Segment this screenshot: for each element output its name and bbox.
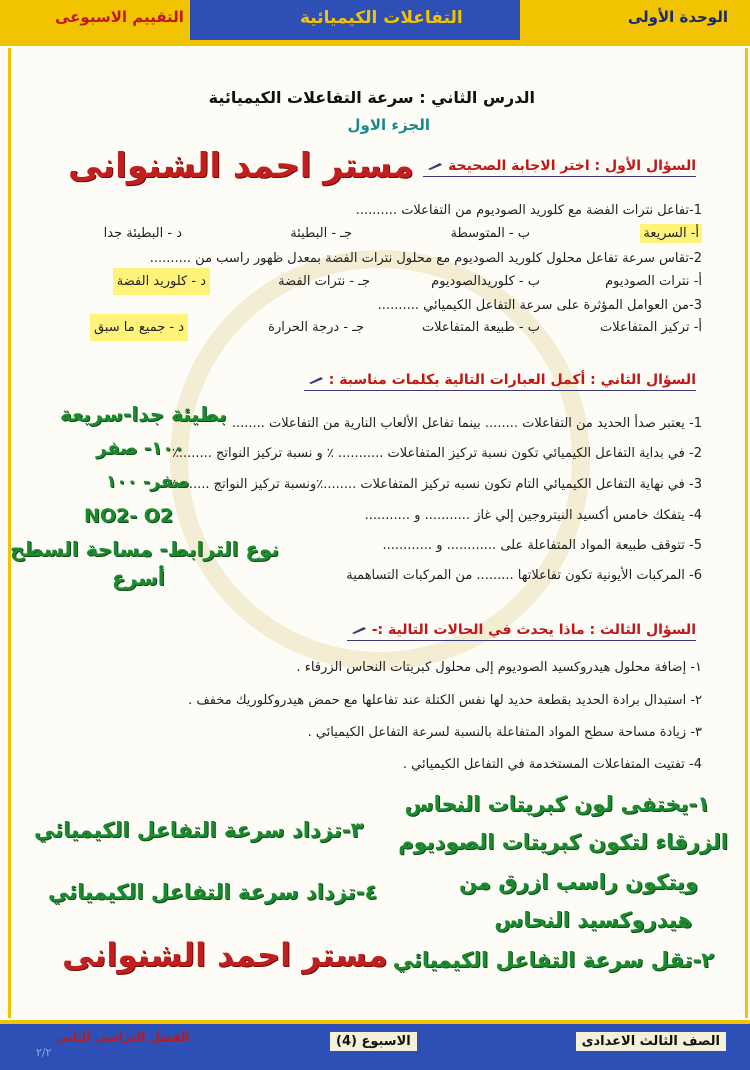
s2-item-1: 1- يعتبر صدأ الحديد من التفاعلات ........ بينما تفاعل الألعاب النارية من التفاعلات ........ xyxy=(231,416,702,431)
s2-answer-4: NO2- O2 xyxy=(84,505,174,527)
s1-question-3: 3-من العوامل المؤثرة على سرعة التفاعل الكيميائي .......... xyxy=(377,298,702,313)
s2-item-5: 5- تتوقف طبيعة المواد المتفاعلة على ............ و ............ xyxy=(382,538,702,553)
s3-answer-1-line-2: الزرقاء لتكون كبريتات الصوديوم xyxy=(398,830,728,854)
footer-bar xyxy=(0,1020,750,1070)
header-right-title: الوحدة الأولى xyxy=(627,8,728,26)
s1-q2-option-a: أ- نترات الصوديوم xyxy=(605,274,702,289)
s2-item-6: 6- المركبات الأيونية تكون تفاعلاتها ......... من المركبات التساهمية xyxy=(346,568,702,583)
section1-title: السؤال الأول : اختر الاجابة الصحيحة xyxy=(423,158,696,177)
header-center-title: التفاعلات الكيميائية xyxy=(300,8,463,28)
s2-answer-2: ١٠٠- صفر xyxy=(96,438,185,459)
s3-item-1: ١- إضافة محلول هيدروكسيد الصوديوم إلى محلول كبريتات النحاس الزرقاء . xyxy=(296,660,702,675)
s3-answer-1-line-1: ١-يختفى لون كبريتات النحاس xyxy=(404,792,710,816)
teacher-name-top: مستر احمد الشنوانى xyxy=(68,146,414,186)
s3-answer-1-line-4: هيدروكسيد النحاس xyxy=(494,908,692,932)
s1-question-2: 2-تقاس سرعة تفاعل محلول كلوريد الصوديوم مع محلول نترات الفضة بمعدل ظهور راسب من .......... xyxy=(149,251,702,266)
footer-grade: الصف الثالث الاعدادى xyxy=(576,1032,726,1051)
s1-q2-option-c: جـ - نترات الفضة xyxy=(278,274,370,289)
footer-week: الاسبوع (4) xyxy=(330,1032,417,1051)
s1-q3-option-c: جـ - درجة الحرارة xyxy=(268,320,364,335)
s1-q1-option-a: أ- السريعة xyxy=(640,224,702,243)
s2-answer-3: صفر- ١٠٠ xyxy=(106,472,190,492)
footer-page: ٢/٢ xyxy=(36,1046,52,1059)
lesson-title: الدرس الثاني : سرعة التفاعلات الكيميائية xyxy=(208,88,535,107)
s3-answer-3: ٣-تزداد سرعة التفاعل الكيميائي xyxy=(34,818,364,842)
section3-title: السؤال الثالث : ماذا يحدث في الحالات التالية :- xyxy=(347,622,696,641)
s3-item-4: 4- تفتيت المتفاعلات المستخدمة في التفاعل الكيميائي . xyxy=(402,757,702,772)
s2-answer-6: أسرع xyxy=(112,566,165,590)
s1-q3-option-b: ب - طبيعة المتفاعلات xyxy=(421,320,540,335)
pencil-icon xyxy=(308,375,324,385)
header-bar xyxy=(0,0,750,46)
s1-q2-option-d: د - كلوريد الفضة xyxy=(113,268,210,295)
footer-term: الفصل الدراسى الثانى xyxy=(56,1030,190,1044)
pencil-icon xyxy=(351,625,367,635)
s1-question-1: 1-تفاعل نترات الفضة مع كلوريد الصوديوم من التفاعلات .......... xyxy=(355,203,702,218)
s2-item-3: 3- في نهاية التفاعل الكيميائي التام تكون نسبه تركيز المتفاعلات ........٪ونسبة تركيز النواتج ........٪ xyxy=(169,477,702,492)
s1-q3-option-a: أ- تركيز المتفاعلات xyxy=(600,320,702,335)
header-left-title: التقييم الاسبوعى xyxy=(55,8,184,26)
lesson-part: الجزء الاول xyxy=(347,116,430,134)
s3-item-2: ٢- استبدال برادة الحديد بقطعة حديد لها نفس الكتلة عند تفاعلها مع حمض هيدروكلوريك مخفف . xyxy=(188,693,702,708)
s2-item-2: 2- في بداية التفاعل الكيميائي تكون نسبة تركيز المتفاعلات ........... ٪ و نسبة تركيز النواتج ........٪ xyxy=(171,446,702,461)
s3-item-3: ٣- زيادة مساحة سطح المواد المتفاعلة بالنسبة لسرعة التفاعل الكيميائي . xyxy=(307,725,702,740)
s2-answer-1: بطيئة جدا-سريعة xyxy=(60,402,227,426)
s2-item-4: 4- يتفكك خامس أكسيد النيتروجين إلي غاز ........... و ........... xyxy=(364,508,702,523)
s1-q1-option-c: جـ - البطيئة xyxy=(290,226,352,241)
section2-title: السؤال الثاني : أكمل العبارات التالية بكلمات مناسبة : xyxy=(304,372,696,391)
s2-answer-5: نوع الترابط- مساحة السطح xyxy=(10,537,280,561)
s3-answer-2: ٢-تقل سرعة التفاعل الكيميائي xyxy=(392,948,714,972)
teacher-name-bottom: مستر احمد الشنوانى xyxy=(62,936,388,974)
s1-q1-option-d: د - البطيئة جدا xyxy=(103,226,182,241)
s1-q3-option-d: د - جميع ما سبق xyxy=(90,314,188,341)
s3-answer-4: ٤-تزداد سرعة التفاعل الكيميائي xyxy=(48,880,378,904)
s3-answer-1-line-3: ويتكون راسب ازرق من xyxy=(459,870,698,894)
s1-q1-option-b: ب - المتوسطة xyxy=(450,226,530,241)
s1-q2-option-b: ب - كلوريدالصوديوم xyxy=(431,274,540,289)
pencil-icon xyxy=(427,161,443,171)
